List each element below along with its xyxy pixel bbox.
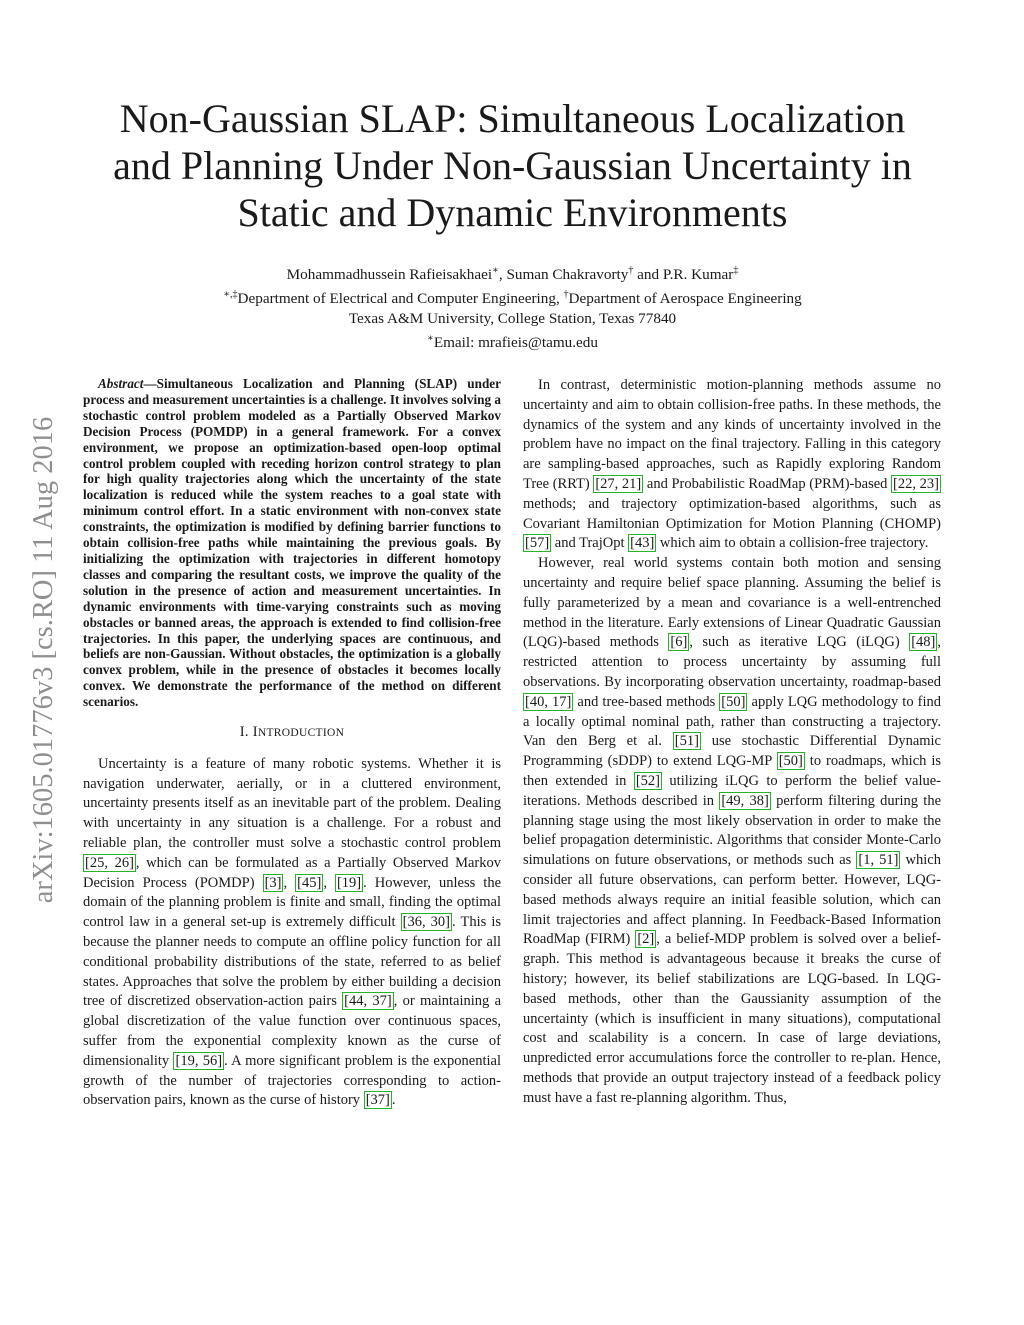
section-number: I.	[239, 724, 253, 741]
author-name: P.R. Kumar	[662, 266, 734, 284]
paragraph-text: . However, unless the domain of the planning problem is finite and small, finding the optimal control law in a general set-up is extremely difficult	[83, 874, 502, 931]
arxiv-sidebar-stamp	[14, 345, 74, 975]
citation-link[interactable]: [48]	[911, 634, 936, 651]
author-name: Mohammadhussein Rafieisakhaei	[286, 266, 493, 284]
paragraph-text: ,	[283, 874, 296, 891]
citation-link[interactable]: [43]	[630, 535, 655, 552]
title-line: and Planning Under Non-Gaussian Uncertainty in	[113, 143, 912, 188]
institution: Texas A&M University, College Station, Texas 77840	[348, 310, 677, 328]
citation-link[interactable]: [1, 51]	[858, 852, 899, 869]
body-paragraph	[523, 554, 941, 1108]
paragraph-text: and Probabilistic RoadMap (PRM)-based	[643, 475, 892, 492]
abstract-dash: —	[143, 376, 157, 391]
paragraph-text: , a belief-MDP problem is solved over a belief-graph. This method is advantageous because it breaks the curse of history; however, its belief stabilizations are LQG-based. In LQG-based methods, other than the Gaussianity assumption of the uncertainty (which is insufficient in many situations), computational cost and scalability is a concern. In case of large deviations, unpredicted error accumulations force the controller to re-plan. Hence, methods that provide an output trajectory instead of a feedback policy must have a fast re-planning algorithm. Thus,	[523, 931, 941, 1106]
paper-title	[90, 95, 935, 236]
citation-link[interactable]: [51]	[674, 733, 699, 750]
arxiv-identifier: arXiv:1605.01776v3 [cs.RO] 11 Aug 2016	[28, 416, 59, 904]
affiliation-mark: ∗	[492, 265, 499, 276]
affiliation-mark: †	[628, 265, 634, 276]
paragraph-text: use stochastic Differential Dynamic Programming (sDDP) to extend LQG-MP	[523, 733, 941, 770]
section-title-rest: NTRODUCTION	[257, 727, 345, 740]
body-paragraph	[523, 376, 941, 554]
paragraph-text: , which can be formulated as a Partially Observed Markov Decision Process (POMDP)	[83, 854, 501, 891]
citation-link[interactable]: [3]	[264, 874, 282, 891]
right-column	[523, 376, 941, 1108]
affiliations	[90, 285, 935, 309]
citation-link[interactable]: [44, 37]	[344, 993, 392, 1010]
paragraph-text: and TrajOpt	[551, 535, 629, 552]
author-separator: ,	[498, 266, 507, 284]
email-line	[90, 329, 935, 353]
citation-link[interactable]: [19, 56]	[175, 1052, 223, 1069]
paragraph-text: which aim to obtain a collision-free trajectory.	[656, 535, 929, 552]
author-block	[90, 261, 935, 353]
abstract	[83, 376, 501, 710]
citation-link[interactable]: [50]	[721, 693, 746, 710]
citation-link[interactable]: [22, 23]	[893, 475, 939, 492]
citation-link[interactable]: [6]	[670, 634, 688, 651]
author-names	[90, 261, 935, 285]
title-line: Non-Gaussian SLAP: Simultaneous Localization	[119, 96, 906, 141]
paragraph-text: apply LQG methodology to find a locally optimal nominal path, rather than constructing a trajectory. Van den Berg et al.	[523, 693, 941, 750]
paragraph-text: utilizing iLQG to perform the belief value-iterations. Methods described in	[523, 772, 941, 809]
affiliation-mark: ‡	[733, 265, 739, 276]
paragraph-text: , restricted attention to process uncertainty by assuming full observations. By incorporating observation uncertainty, roadmap-based	[523, 634, 942, 690]
author-separator: and	[633, 266, 663, 284]
paragraph-text: In contrast, deterministic motion-planning methods assume no uncertainty and aim to obtain collision-free paths. In these methods, the dynamics of the system and any kinds of uncertainty involved in the problem have no impact on the final trajectory. Falling in this category are sampling-based approaches, such as Rapidly exploring Random Tree (RRT)	[523, 377, 941, 492]
citation-link[interactable]: [37]	[365, 1092, 390, 1109]
citation-link[interactable]: [49, 38]	[721, 792, 769, 809]
author-name: Suman Chakravorty	[506, 266, 629, 284]
paragraph-text: which consider all future observations, can perform better. However, LQG-based methods always require an initial feasible solution, which can limit trajectories and affect planning. In Feedback-Based Information RoadMap (FIRM)	[523, 852, 941, 948]
paragraph-text: , or maintaining a global discretization of the value function over continuous spaces, suffer from the exponential complexity known as the curse of dimensionality	[83, 993, 502, 1069]
citation-link[interactable]: [50]	[778, 753, 803, 770]
citation-link[interactable]: [36, 30]	[402, 914, 451, 931]
abstract-label: Abstract	[98, 376, 144, 391]
citation-link[interactable]: [2]	[637, 931, 655, 948]
body-paragraph	[83, 755, 501, 1111]
paragraph-text: . A more significant problem is the exponential growth of the number of trajectories corresponding to action-observation pairs, known as the curse of history	[83, 1052, 501, 1109]
paragraph-text: However, real world systems contain both motion and sensing uncertainty and require belief space planning. Assuming the belief is fully parameterized by a mean and covariance is a well-entrenched method in the literature. Early extensions of Linear Quadratic Gaussian (LQG)-based methods	[523, 555, 941, 651]
section-heading	[83, 723, 501, 744]
citation-link[interactable]: [52]	[635, 772, 660, 789]
affiliation-mark: †	[563, 289, 569, 301]
email-text: Email: mrafieis@tamu.edu	[433, 334, 598, 352]
paragraph-text: Uncertainty is a feature of many robotic systems. Whether it is navigation underwater, aerially, or in a cluttered environment, uncertainty presents itself as an inevitable part of the problem. Dealing with uncertainty in any situation is a challenge. For a robust and reliable plan, the controller must solve a stochastic control problem	[83, 755, 501, 852]
citation-link[interactable]: [57]	[525, 535, 550, 552]
paragraph-text: perform filtering during the planning stage using the most likely observation in order to make the belief propagation deterministic. Algorithms that consider Monte-Carlo simulations on future observations, or methods such as	[523, 792, 942, 869]
paragraph-text: , such as iterative LQG (iLQG)	[689, 634, 910, 651]
citation-link[interactable]: [27, 21]	[595, 475, 642, 492]
section-title-first: I	[252, 724, 258, 741]
paragraph-text: methods; and trajectory optimization-based algorithms, such as Covariant Hamiltonian Optimization for Motion Planning (CHOMP)	[523, 495, 941, 532]
citation-link[interactable]: [40, 17]	[525, 693, 572, 710]
affiliation-text: Department of Aerospace Engineering	[568, 290, 802, 308]
affiliation-mark: ∗,‡	[223, 289, 238, 301]
title-line: Static and Dynamic Environments	[237, 190, 788, 235]
paragraph-text: to roadmaps, which is then extended in	[523, 753, 941, 789]
left-column	[83, 376, 501, 1111]
paragraph-text: and tree-based methods	[573, 693, 720, 710]
citation-link[interactable]: [45]	[297, 874, 322, 891]
paragraph-text: ,	[323, 874, 335, 891]
affiliation-mark: ∗	[427, 333, 434, 345]
abstract-text: Simultaneous Localization and Planning (SLAP) under process and measurement uncertainties is a challenge. It involves solving a stochastic control problem modeled as a Partially Observed Markov Decision Process (POMDP) in a general framework. For a convex environment, we propose an optimization-based open-loop optimal control problem coupled with receding horizon control strategy to plan for high quality trajectories along which the uncertainty of the state localization is reduced while the system reaches to a goal state with minimum control effort. In a static environment with non-convex state constraints, the optimization is modified by defining barrier functions to obtain collision-free paths while maintaining the previous goals. By initializing the optimization with trajectories in different homotopy classes and comparing the resultant costs, we improve the quality of the solution in the presence of action and measurement uncertainties. In dynamic environments with time-varying constraints such as moving obstacles or banned areas, the approach is extended to find collision-free trajectories. In this paper, the underlying spaces are continuous, and beliefs are non-Gaussian. Without obstacles, the optimization is a globally convex problem, while in the presence of obstacles it becomes locally convex. We demonstrate the performance of the method on different scenarios.	[83, 376, 501, 710]
affiliation-text: Department of Electrical and Computer Engineering,	[237, 290, 564, 308]
paragraph-text: .	[391, 1092, 396, 1109]
citation-link[interactable]: [25, 26]	[85, 854, 134, 871]
paragraph-text: . This is because the planner needs to compute an offline policy function for all conditional probability distributions of the state, referred to as belief states. Approaches that solve the problem by either building a decision tree of discretized observation-action pairs	[83, 914, 501, 1010]
citation-link[interactable]: [19]	[336, 874, 362, 891]
